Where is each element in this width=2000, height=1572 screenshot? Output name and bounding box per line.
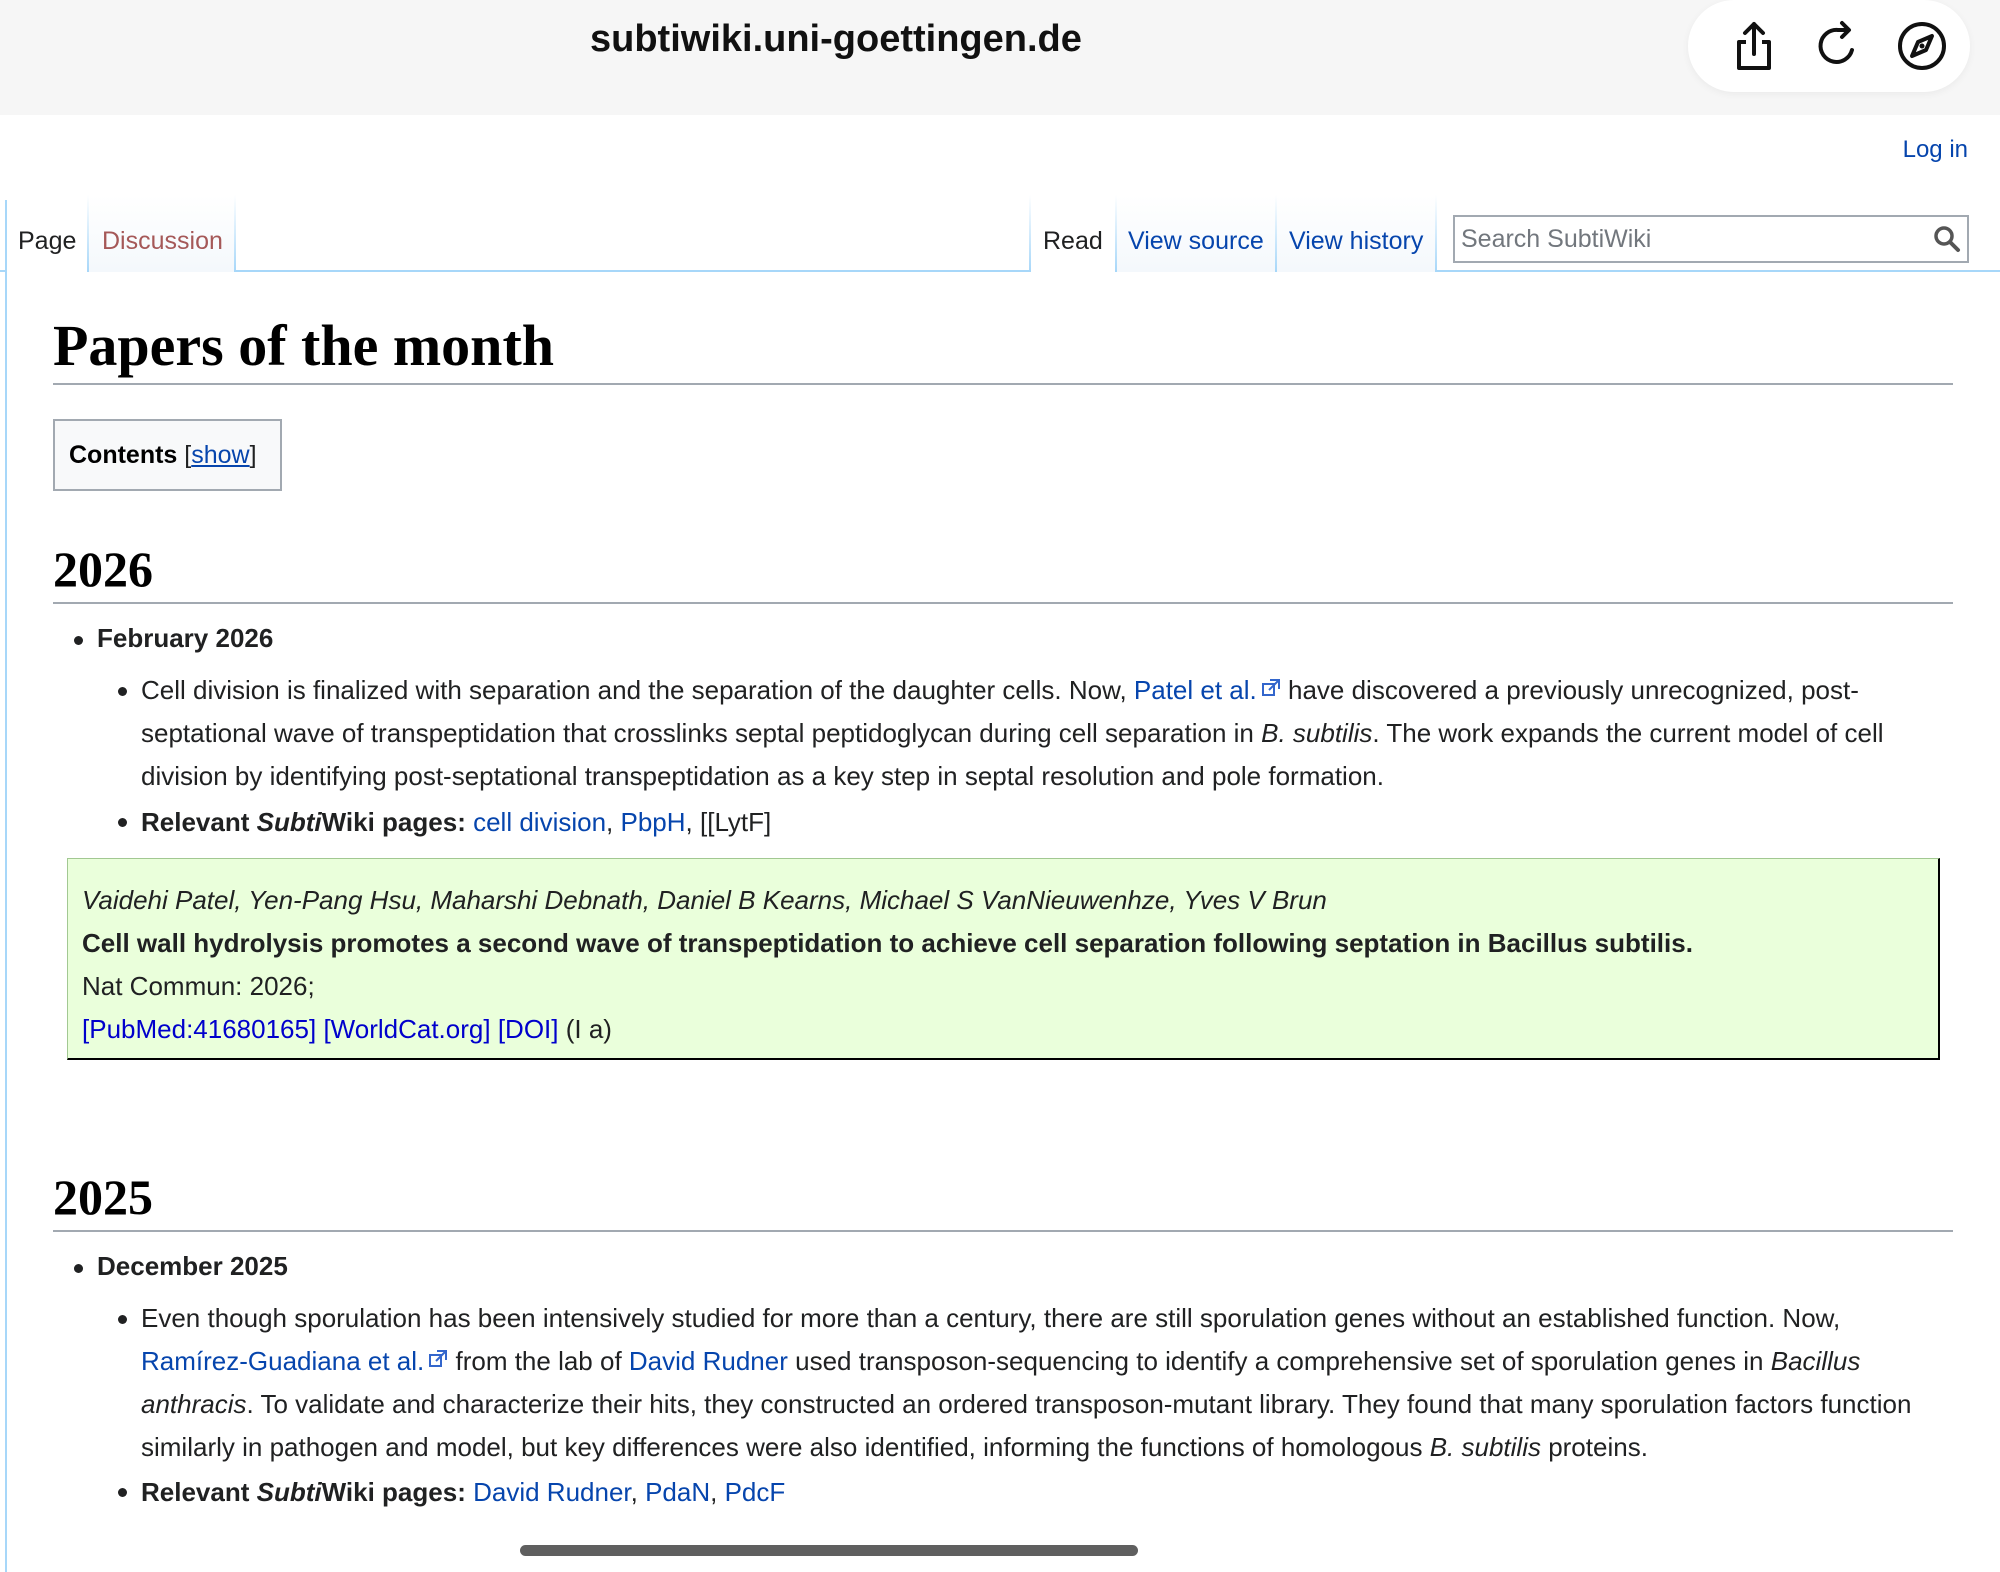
scrollbar-indicator[interactable] [520, 1545, 1138, 1556]
month-heading: December 2025 [97, 1251, 288, 1281]
reference-box [67, 858, 1940, 1060]
content-left-border [5, 200, 7, 1572]
relevant-link[interactable]: PdaN [645, 1477, 711, 1507]
browser-toolbar [0, 0, 2000, 115]
relevant-label: Relevant SubtiWiki pages: [141, 1477, 466, 1507]
relevant-label: Relevant SubtiWiki pages: [141, 807, 466, 837]
list-bullet [118, 687, 127, 696]
external-link-icon [1261, 678, 1281, 698]
list-bullet [118, 1488, 127, 1497]
summary-text: proteins. [1540, 1432, 1648, 1462]
paper-link[interactable]: Patel et al. [1133, 675, 1257, 705]
lab-link[interactable]: David Rudner [628, 1346, 788, 1376]
summary-text: Even though sporulation has been intensively studied for more than a century, there are still sporulation genes without an established function. Now, [141, 1303, 1841, 1333]
reference-journal: Nat Commun: 2026; [82, 971, 315, 1001]
list-bullet [118, 1315, 127, 1324]
reload-icon[interactable] [1808, 16, 1868, 76]
pubmed-link[interactable]: [PubMed:41680165] [82, 1014, 317, 1044]
doi-link[interactable]: [DOI] [497, 1014, 559, 1044]
summary-text: . The work expands the current model of cell division by identifying post-septational transpeptidation as a key step in septal resolution and pole formation. [141, 718, 1884, 791]
species-name: Bacillus anthracis [141, 1346, 1861, 1419]
relevant-link[interactable]: PdcF [724, 1477, 786, 1507]
relevant-link[interactable]: cell division [473, 807, 607, 837]
tab-page[interactable]: Page [7, 195, 87, 272]
toc-show-toggle[interactable]: show [191, 441, 250, 469]
relevant-pages [141, 801, 1941, 844]
species-name: B. subtilis [1261, 718, 1373, 748]
tab-read[interactable]: Read [1031, 195, 1115, 272]
section-heading-2026: 2026 [53, 541, 153, 597]
list-bullet [74, 1264, 83, 1273]
url-display[interactable]: subtiwiki.uni-goettingen.de [590, 18, 1082, 60]
reference-grade: (I a) [558, 1014, 612, 1044]
title-divider [53, 383, 1953, 385]
summary-text: . To validate and characterize their hits, they constructed an ordered transposon-mutant library. They found that many sporulation factors function similarly in pathogen and model, but key differences were also identified, informing the functions of homologous [141, 1389, 1912, 1462]
tab-view-history[interactable]: View history [1277, 195, 1435, 272]
share-icon[interactable] [1724, 16, 1784, 76]
tab-separator [234, 195, 236, 272]
toc-bracket: ] [249, 441, 257, 469]
reference-authors: Vaidehi Patel, Yen-Pang Hsu, Maharshi Debnath, Daniel B Kearns, Michael S VanNieuwenhze, Yves V Brun [82, 885, 1327, 915]
species-name: B. subtilis [1429, 1432, 1541, 1462]
tab-view-source[interactable]: View source [1117, 195, 1275, 272]
paper-summary [141, 1297, 1941, 1469]
separator: , [710, 1477, 725, 1507]
tab-discussion[interactable]: Discussion [89, 195, 234, 272]
tabs-baseline [0, 270, 2000, 272]
separator: , [630, 1477, 646, 1507]
login-link[interactable]: Log in [1902, 136, 1968, 163]
summary-text: from the lab of [448, 1346, 629, 1376]
section-heading-2025: 2025 [53, 1169, 153, 1225]
month-heading: February 2026 [97, 623, 274, 653]
tab-separator [1435, 195, 1437, 272]
external-link-icon [428, 1349, 448, 1369]
paper-summary [141, 669, 1941, 798]
worldcat-link[interactable]: [WorldCat.org] [323, 1014, 491, 1044]
reference-links [82, 1008, 1924, 1051]
summary-text: have discovered a previously unrecognized, post-septational wave of transpeptidation that crosslinks septal peptidoglycan during cell separation in [141, 675, 1859, 748]
relevant-link[interactable]: David Rudner [473, 1477, 631, 1507]
search-input[interactable] [1455, 217, 1915, 261]
toc-label: Contents [69, 441, 178, 469]
paper-link[interactable]: Ramírez-Guadiana et al. [141, 1346, 425, 1376]
section-divider [53, 1230, 1953, 1232]
toc-bracket: [ [184, 441, 192, 469]
list-bullet [74, 636, 83, 645]
search-icon[interactable] [1933, 225, 1961, 253]
separator: , [606, 807, 621, 837]
summary-text: Cell division is finalized with separation and the separation of the daughter cells. Now, [141, 675, 1134, 705]
relevant-link[interactable]: PbpH [620, 807, 686, 837]
reference-title: Cell wall hydrolysis promotes a second wave of transpeptidation to achieve cell separation following septation in Bacillus subtilis. [82, 928, 1693, 958]
browser-actions [1688, 0, 1970, 92]
search-box [1453, 215, 1969, 263]
page-title: Papers of the month [53, 313, 555, 378]
relevant-trailing-text: , [[LytF] [685, 807, 772, 837]
relevant-pages [141, 1471, 1941, 1514]
summary-text: used transposon-sequencing to identify a comprehensive set of sporulation genes in [787, 1346, 1771, 1376]
section-divider [53, 602, 1953, 604]
table-of-contents [53, 419, 282, 491]
compass-icon[interactable] [1892, 16, 1952, 76]
list-bullet [118, 818, 127, 827]
